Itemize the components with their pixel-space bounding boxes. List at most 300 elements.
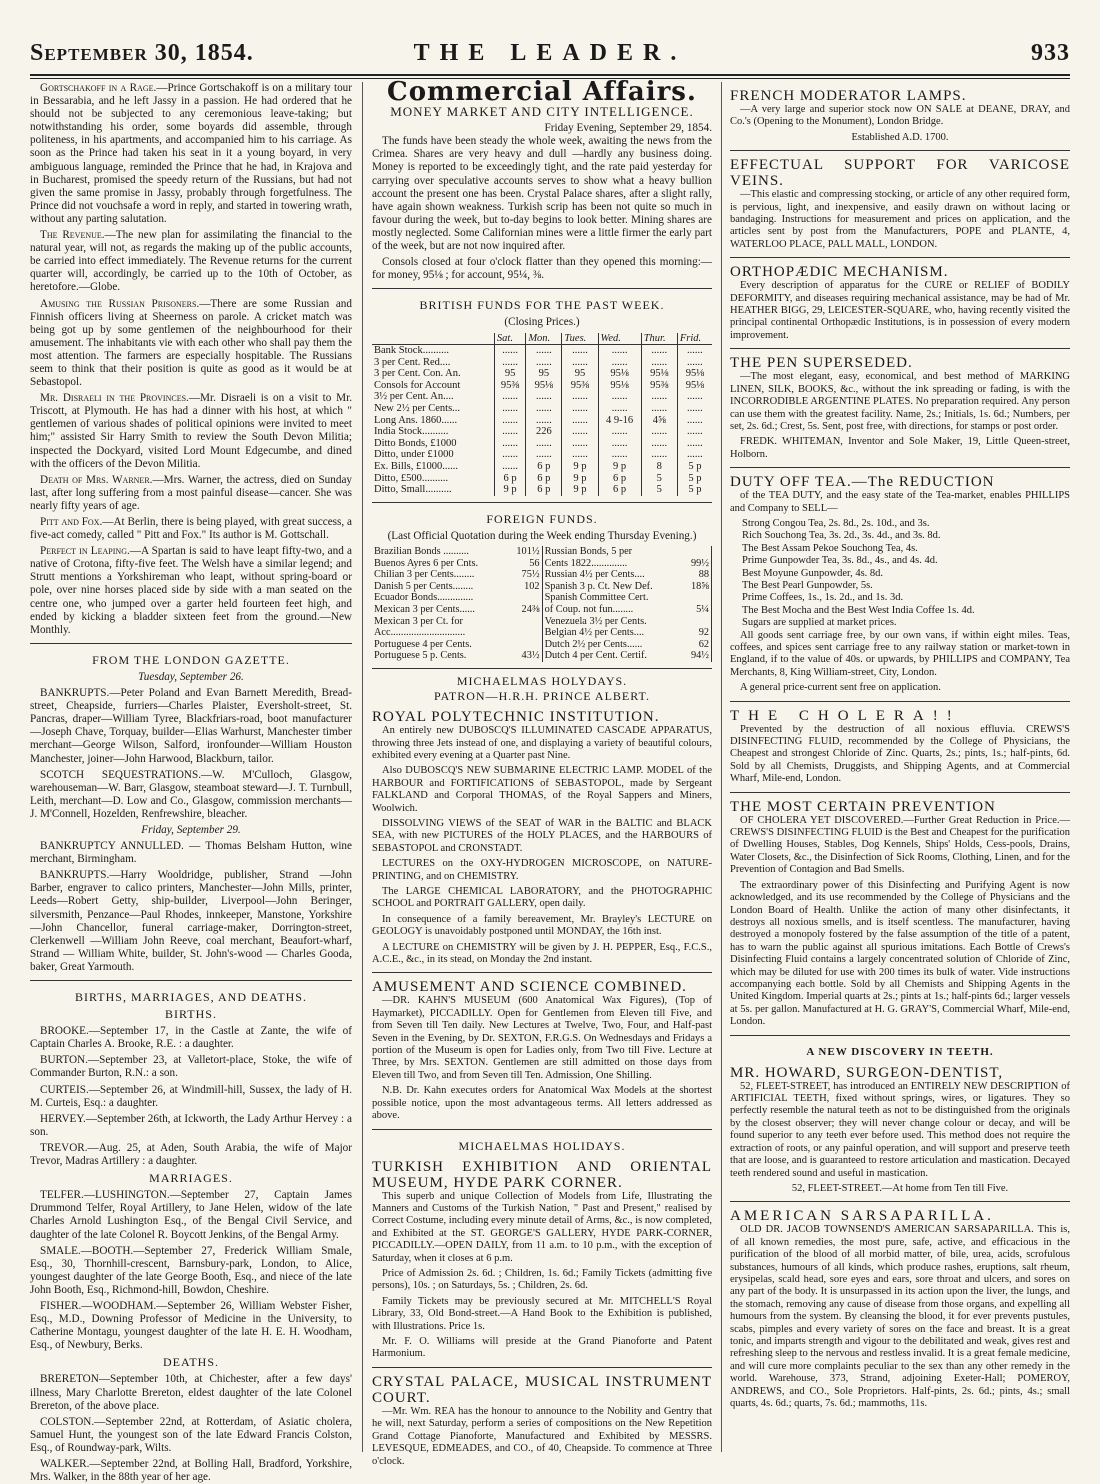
table-row: [372, 368, 712, 380]
news-item-lead: Mr. Disraeli in the Provinces.: [40, 392, 189, 405]
newspaper-title: THE LEADER.: [413, 40, 687, 66]
table-cell: 3 per Cent. Red....: [374, 356, 451, 368]
turkish-exhibition-paragraph: Price of Admission 2s. 6d. ; Children, 1s. 6d.; Family Tickets (admitting five persons), 10s. ; on Saturdays, 5s. ; Children, 2s. 6d.: [372, 1268, 712, 1292]
table-cell: ......: [677, 403, 712, 415]
table-cell: New 2½ per Cents...: [374, 403, 461, 415]
table-cell: ......: [598, 403, 641, 415]
table-cell: 3 per Cent. Con. An.: [374, 368, 461, 380]
birth-notice: CURTEIS.—September 26, at Windmill-hill, Sussex, the lady of H. M. Curteis, Esq.: a daughter.: [30, 1083, 352, 1109]
table-cell: 18⅝: [683, 581, 711, 593]
gazette-entry: BANKRUPTS.—Peter Poland and Evan Barnett Meredith, Bread-street, Cheapside, furriers—Charles Plaister, Eversholt-street, St. Pancras, draper—William Tyree, Blackfriars-road, boot manufacturer—Joseph Chave, Torquay, builder—Elias Warhurst, Manchester timber merchant—George Wilson, Salford, ironfounder—William Houston Manchester, joiner—John Harwood, Blackburn, tailor.: [30, 687, 352, 765]
table-row: [372, 604, 712, 616]
table-cell: 5 p: [677, 484, 712, 496]
table-cell: 9 p: [598, 461, 641, 473]
table-cell: ......: [641, 426, 677, 438]
turkish-exhibition-paragraph: This superb and unique Collection of Models from Life, Illustrating the Manners and Customs of the Turkish Nation, " Past and Present," realised by Correct Costume, including every minute detail of Arms, &c., is now completed, and Exhibited at the ST. GEORGE'S GALLERY, HYDE PARK-CORNER, PICCADILLY.—OPEN DAILY, from 11 a.m. to 10 p.m., with the exception of Saturday, when it closes at 6 p.m.: [372, 1190, 712, 1264]
table-cell: ......: [562, 415, 598, 427]
table-cell: India Stock..........: [374, 426, 449, 438]
table-cell: [683, 592, 711, 604]
table-cell: ......: [526, 391, 562, 403]
section-rule: [372, 972, 712, 973]
table-cell: Venezuela 3½ per Cents.: [544, 615, 647, 627]
table-cell: 6 p: [598, 473, 641, 485]
table-cell: Dutch 2½ per Cents......: [544, 638, 643, 650]
marriage-notice: SMALE.—BOOTH.—September 27, Frederick William Smale, Esq., 30, Thornhill-crescent, Barnsbury-park, London, to Alice, youngest daughter of the late George Booth, Esq., and niece of the late John Booth, Esq., Richmond-hill, Bowdon, Cheshire.: [30, 1244, 352, 1296]
table-row: [372, 558, 712, 570]
funds-column-header: Tues.: [562, 333, 598, 345]
section-rule: [372, 288, 712, 289]
table-cell: 9 p: [562, 484, 598, 496]
section-rule: [730, 257, 1070, 258]
british-funds-table: [372, 333, 712, 496]
news-item: [30, 474, 352, 513]
death-notice: BRERETON—September 10th, at Chichester, after a few days' illness, Mary Charlotte Brereton, eldest daughter of the late Colonel Brereton, of the above place.: [30, 1373, 352, 1412]
table-row: [372, 650, 712, 662]
table-cell: 56: [507, 558, 542, 570]
tea-price-current: A general price-current sent free on application.: [740, 682, 941, 694]
table-cell: 43½: [507, 650, 542, 662]
crystal-palace-text: —Mr. Wm. REA has the honour to announce to the Nobility and Gentry that he will, next Saturday, perform a series of compositions on the New Repetition Grand Cottage Pianoforte, Manufactured and Exhibited by MESSRS. LEVESQUE, EDMEADES, and CO., of 40, Cheapside. To commence at Three o'clock.: [372, 1405, 712, 1467]
section-rule: [730, 467, 1070, 468]
table-cell: Spanish Committee Cert.: [544, 592, 649, 604]
section-rule: [730, 1201, 1070, 1202]
table-cell: ......: [677, 345, 712, 357]
tea-price-item: Best Moyune Gunpowder, 4s. 8d.: [742, 567, 884, 579]
table-cell: 4⅝: [641, 415, 677, 427]
crystal-palace-heading: CRYSTAL PALACE, MUSICAL INSTRUMENT COURT.: [372, 1373, 712, 1406]
issue-date: September 30, 1854.: [30, 40, 254, 66]
news-item: [30, 392, 352, 471]
news-item-lead: Perfect in Leaping.: [40, 545, 130, 558]
prevention-body: [730, 815, 1070, 1029]
pen-heading: THE PEN SUPERSEDED.: [730, 355, 913, 372]
bmd-heading: BIRTHS, MARRIAGES, AND DEATHS.: [75, 990, 307, 1004]
table-cell: 99½: [683, 558, 711, 570]
table-cell: ......: [526, 415, 562, 427]
table-cell: 5¼: [683, 604, 711, 616]
news-item: [30, 229, 352, 294]
michaelmas-heading: MICHAELMAS HOLYDAYS.: [456, 673, 628, 688]
table-cell: 3½ per Cent. An....: [374, 391, 454, 403]
dentist-heading: MR. HOWARD, SURGEON-DENTIST,: [730, 1064, 1004, 1081]
varicose-text: —This elastic and compressing stocking, or article of any other required form, is pervious, light, and inexpensive, and easily drawn on without lacing or bandaging. Instructions for measurement and prices on application, and the articles sent by post from the Manufacturers, POPE and PLANTE, 4, WATERLOO PLACE, PALL MALL, LONDON.: [730, 189, 1070, 250]
table-cell: ......: [641, 438, 677, 450]
table-cell: Ecuador Bonds..............: [374, 592, 474, 604]
table-cell: Mexican 3 per Cents......: [374, 603, 475, 615]
table-cell: ......: [562, 449, 598, 461]
news-item-text: —A Spartan is said to have leapt fifty-two, and a native of Crotona, fifty-five feet. The Welsh have a similar legend; and Strutt mentions a Yorkshireman who leapt, without spring-board or pole, over nine horses placed side by side with a man seated on the centre one, who jumped over a garter held fourteen feet high, and ended by kicking a bladder sixteen feet from the ground.—New Monthly.: [30, 545, 352, 636]
table-cell: Cents 1822..............: [544, 557, 628, 569]
table-cell: ......: [494, 449, 525, 461]
table-cell: [683, 616, 711, 628]
gazette-list: [30, 687, 352, 821]
kahn-museum-text: —DR. KAHN'S MUSEUM (600 Anatomical Wax Figures), (Top of Haymarket), PICCADILLY. Open for Gentlemen from Eleven till Five, and from Seven till Ten daily. New Lectures at Twelve, Two, Four, and Half-past Seven in the Evening, by Dr. SEXTON, F.R.G.S. On Wednesdays and Fridays a portion of the Museum is open for Ladies only, from Two till Five. Lecture at Three, by Mrs. SEXTON. Gentlemen are still admitted on those days from Eleven till Two, and from Seven till Ten. Admission, One Shilling.: [372, 995, 712, 1081]
foreign-funds-heading: FOREIGN FUNDS.: [486, 511, 598, 526]
table-cell: [507, 616, 542, 628]
table-cell: ......: [494, 391, 525, 403]
table-row: [372, 345, 712, 357]
news-item-lead: Amusing the Russian Prisoners.: [40, 297, 200, 310]
news-item: [30, 298, 352, 390]
prevention-heading: THE MOST CERTAIN PREVENTION: [730, 798, 996, 815]
table-cell: 9 p: [562, 461, 598, 473]
table-cell: ......: [641, 449, 677, 461]
money-market-paragraph: Consols closed at four o'clock flatter than they opened this morning:—for money, 95⅛ ; for account, 95¼, ⅜.: [372, 256, 712, 282]
turkish-exhibition-paragraph: Mr. F. O. Williams will preside at the Grand Pianoforte and Patent Harmonium.: [372, 1336, 712, 1360]
table-cell: ......: [562, 391, 598, 403]
table-row: [372, 581, 712, 593]
table-cell: Dutch 4 per Cent. Certif.: [544, 650, 647, 662]
british-funds-subheading: (Closing Prices.): [504, 316, 580, 329]
news-item: [30, 545, 352, 637]
section-rule: [30, 643, 352, 644]
column-right: [730, 82, 1070, 1452]
tea-price-item: Strong Congou Tea, 2s. 8d., 2s. 10d., and 3s.: [742, 517, 930, 529]
table-cell: Brazilian Bonds ..........: [374, 546, 469, 557]
section-rule: [30, 980, 352, 981]
table-row: [372, 403, 712, 415]
news-item-text: —At Berlin, there is being played, with great success, a five-act comedy, called " Pitt and Fox." Its author is M. Gottschall.: [30, 516, 352, 542]
table-row: [372, 473, 712, 485]
table-cell: ......: [494, 403, 525, 415]
turkish-exhibition-heading: TURKISH EXHIBITION AND ORIENTAL MUSEUM, HYDE PARK CORNER.: [372, 1158, 712, 1191]
section-rule: [372, 502, 712, 503]
table-cell: ......: [494, 438, 525, 450]
table-cell: 95⅛: [641, 368, 677, 380]
polytechnic-paragraph: An entirely new DUBOSCQ'S ILLUMINATED CASCADE APPARATUS, throwing three Jets instead of one, and displaying a variety of beautiful colours, exhibited every evening at a Quarter past Nine.: [372, 725, 712, 761]
news-item: [30, 516, 352, 542]
table-cell: 6 p: [526, 484, 562, 496]
kahn-museum-note: N.B. Dr. Kahn executes orders for Anatomical Wax Models at the shortest possible notice, upon the most advantageous terms. All letters addressed as above.: [372, 1085, 712, 1122]
table-row: [372, 569, 712, 581]
table-cell: Ditto, £500..........: [374, 472, 449, 484]
table-cell: 24⅜: [507, 604, 542, 616]
table-cell: ......: [562, 403, 598, 415]
funds-column-header: Wed.: [598, 333, 641, 345]
cholera-text: Prevented by the destruction of all noxious effluvia. CREWS'S DISINFECTING FLUID, recommended by the College of Physicians, the Cheapest and strongest Chloride of Zinc. Quarts, 2s.; pints, 1s.; half-pints, 6d. Sold by all Chemists, Druggists, and Shipping Agents, and at Commercial Wharf, Mile-end, London.: [730, 723, 1070, 785]
funds-column-header: Frid.: [677, 333, 712, 345]
table-cell: ......: [562, 357, 598, 369]
pen-signature: FREDK. WHITEMAN, Inventor and Sole Maker, 19, Little Queen-street, Holborn.: [730, 436, 1070, 460]
prevention-ad: [730, 799, 1070, 1029]
section-rule: [730, 150, 1070, 151]
tea-footer: All goods sent carriage free, by our own vans, if within eight miles. Teas, coffees, and spices sent carriage free to any railway station or market-town in England, if to the value of 40s. or upwards, by PHILLIPS and COMPANY, Tea Merchants, 8, King William-street, City, London.: [730, 629, 1070, 678]
gazette-entry: BANKRUPTS.—Harry Wooldridge, publisher, Strand —John Barber, engraver to calico printers, Manchester—John Mills, printer, Leeds—Robert Getty, ship-builder, Liverpool—John Beringer, silversmith, Penzance—Paul Rhodes, innkeeper, Manstone, Yorkshire—John Chancellor, funeral carriage-maker, Dorrington-street, Clerkenwell —William John Reeve, coal merchant, Beaufort-wharf, Strand — William White, builder, St. John's-wood — Charles Gooda, baker, Great Yarmouth.: [30, 869, 352, 973]
polytechnic-paragraph: In consequence of a family bereavement, Mr. Brayley's LECTURE on GEOLOGY is unavoidably postponed until MONDAY, the 16th inst.: [372, 913, 712, 938]
section-rule: [372, 1129, 712, 1130]
table-cell: [507, 639, 542, 651]
polytechnic-paragraph: A LECTURE on CHEMISTRY will be given by J. H. PEPPER, Esq., F.C.S., A.C.E., &c., in its stead, on Monday the 2nd instant.: [372, 941, 712, 966]
funds-column-header: Sat.: [494, 333, 525, 345]
table-cell: Danish 5 per Cents........: [374, 580, 474, 592]
news-item: [30, 82, 352, 226]
tea-price-item: Prime Coffees, 1s., 1s. 2d., and 1s. 3d.: [742, 592, 904, 604]
table-row: [372, 426, 712, 438]
birth-notice: HERVEY.—September 26th, at Ickworth, the Lady Arthur Hervey : a son.: [30, 1112, 352, 1138]
birth-notice: BURTON.—September 23, at Valletort-place, Stoke, the wife of Commander Burton, R.N.: a son.: [30, 1054, 352, 1080]
table-cell: Buenos Ayres 6 per Cnts.: [374, 557, 479, 569]
marriages-heading: MARRIAGES.: [149, 1171, 233, 1186]
table-cell: ......: [526, 357, 562, 369]
british-funds-heading: BRITISH FUNDS FOR THE PAST WEEK.: [419, 298, 665, 313]
news-item-lead: The Revenue.: [40, 229, 105, 242]
deaths-list: [30, 1373, 352, 1484]
cholera-heading: THE CHOLERA!!: [730, 707, 961, 724]
tea-price-item: The Best Mocha and the Best West India Coffee 1s. 4d.: [742, 604, 975, 616]
table-cell: Ditto, Small..........: [374, 484, 452, 496]
section-rule: [730, 348, 1070, 349]
table-cell: 102: [507, 581, 542, 593]
varicose-ad: [730, 157, 1070, 251]
news-items: [30, 82, 352, 637]
table-cell: 94½: [683, 650, 711, 662]
polytechnic-paragraph: Also DUBOSCQ'S NEW SUBMARINE ELECTRIC LAMP. MODEL of the HARBOUR and FORTIFICATIONS of SEBASTOPOL, made by Sergeant FALKLAND and Corporal THOMAS, of the Royal Sappers and Miners, Woolwich.: [372, 765, 712, 814]
table-cell: ......: [677, 415, 712, 427]
table-cell: ......: [598, 391, 641, 403]
table-cell: 95⅛: [677, 368, 712, 380]
michaelmas-heading: MICHAELMAS HOLIDAYS.: [458, 1138, 626, 1153]
orthopaedic-ad: [730, 264, 1070, 342]
section-rule: [372, 1367, 712, 1368]
orthopaedic-heading: ORTHOPÆDIC MECHANISM.: [730, 264, 949, 281]
table-cell: 95: [562, 368, 598, 380]
news-item-lead: Gortschakoff in a Rage.: [40, 82, 157, 94]
foreign-funds-subheading: (Last Official Quotation during the Week ending Thursday Evening.): [387, 529, 697, 542]
table-cell: 226: [526, 426, 562, 438]
table-cell: ......: [562, 345, 598, 357]
news-item-lead: Death of Mrs. Warner.: [40, 473, 153, 486]
table-cell: 4 9-16: [598, 415, 641, 427]
turkish-exhibition-paragraph: Family Tickets may be previously secured at Mr. MITCHELL'S Royal Library, 33, Old Bond-street.—A Hand Book to the Exhibition is published, with Illustrations. Price 1s.: [372, 1295, 712, 1332]
table-cell: ......: [677, 391, 712, 403]
table-cell: Chilian 3 per Cents........: [374, 569, 475, 581]
money-market-date: Friday Evening, September 29, 1854.: [544, 122, 712, 135]
table-cell: 9 p: [562, 473, 598, 485]
page-number: 933: [1031, 40, 1070, 66]
table-cell: Consols for Account: [374, 379, 461, 391]
table-cell: ......: [677, 449, 712, 461]
table-row: [372, 616, 712, 628]
table-cell: ......: [526, 403, 562, 415]
table-cell: 95: [494, 368, 525, 380]
table-row: [372, 546, 712, 558]
table-cell: 62: [683, 639, 711, 651]
dentist-text: 52, FLEET-STREET, has introduced an ENTIRELY NEW DESCRIPTION of ARTIFICIAL TEETH, fixed without springs, wires, or ligatures. They so perfectly resemble the natural teeth as not to be distinguished from the originals by the closest observer; they will never change colour or decay, and will be found superior to any teeth ever before used. This method does not require the extraction of roots, or any painful operation, and will support and preserve teeth that are loose, and is guaranteed to restore articulation and mastication. Decayed teeth rendered sound and useful in mastication.: [730, 1080, 1070, 1179]
polytechnic-paragraph: The LARGE CHEMICAL LABORATORY, and the PHOTOGRAPHIC SCHOOL and PORTRAIT GALLERY, open daily.: [372, 886, 712, 910]
column-left: [30, 82, 353, 1484]
gazette-heading: FROM THE LONDON GAZETTE.: [92, 652, 290, 667]
tea-price-item: Prime Gunpowder Tea, 3s. 8d., 4s., and 4s. 4d.: [742, 555, 938, 567]
table-cell: 95⅜: [562, 380, 598, 392]
table-cell: 5: [641, 484, 677, 496]
table-cell: ......: [562, 426, 598, 438]
gazette-entry: BANKRUPTCY ANNULLED. — Thomas Belsham Hutton, wine merchant, Birmingham.: [30, 840, 352, 866]
funds-column-header: Thur.: [641, 333, 677, 345]
foreign-funds-table: [372, 546, 712, 662]
tea-price-item: The Best Assam Pekoe Souchong Tea, 4s.: [742, 542, 918, 554]
gazette-date: Tuesday, September 26.: [138, 670, 244, 683]
table-cell: Belgian 4½ per Cents....: [544, 627, 645, 639]
table-row: [372, 380, 712, 392]
births-heading: BIRTHS.: [165, 1007, 217, 1022]
death-notice: WALKER.—September 22nd, at Bolling Hall, Bradford, Yorkshire, Mrs. Walker, in the 88th year of her age.: [30, 1458, 352, 1484]
table-cell: ......: [494, 357, 525, 369]
table-cell: [683, 546, 711, 558]
tea-price-item: Sugars are supplied at market prices.: [742, 617, 897, 629]
lamps-text: —A very large and superior stock now ON SALE at DEANE, DRAY, and Co.'s (Opening to the Monument), London Bridge.: [730, 104, 1070, 128]
table-cell: Portuguese 4 per Cents.: [374, 638, 472, 650]
table-cell: ......: [641, 403, 677, 415]
births-list: [30, 1025, 352, 1168]
tea-heading: DUTY OFF TEA.—The REDUCTION: [730, 474, 995, 491]
table-cell: ......: [494, 461, 525, 473]
news-item-text: —Mr. Disraeli is on a visit to Mr. Triscott, at Plymouth. He has had a dinner with his host, at which " gentlemen of various shades of political opinions were invited to meet him;" assisted Sir Harry Smith to review the South Devon Militia; inspected the Dockyard, visited Lord Mount Edgecumbe, and dined with the officers of the Devon Militia.: [30, 392, 352, 470]
section-rule: [730, 792, 1070, 793]
pen-text: —The most elegant, easy, economical, and best method of MARKING LINEN, SILK, BOOKS, &c., without the ink spreading or fading, is with the INCORRODIBLE ARGENTINE PLATES. No preparation required. Any person can use them with the greatest facility. Name, 2s.; Initials, 1s. 6d.; Numbers, per set, 2s. 6d.; Crest, 5s. Sent, post free, with directions, for stamps or post order.: [730, 371, 1070, 432]
table-cell: Ditto Bonds, £1000: [374, 437, 457, 449]
news-item-text: —Mrs. Warner, the actress, died on Sunday last, after long suffering from a most painful disease—cancer. She was nearly fifty years of age.: [30, 473, 353, 512]
table-cell: 75½: [507, 569, 542, 581]
prevention-paragraph: The extraordinary power of this Disinfecting and Purifying Agent is now acknowledged, and its use recommended by the College of Physicians and the London Board of Health. Unlike the action of many other disinfectants, it destroys all noxious smells, and is itself scentless. The manufacturer, having destroyed a monopoly fostered by the false assumption of the title of a patent, has to warn the public against all spurious imitations. Each Bottle of Crews's Disinfecting Fluid contains a largely concentrated solution of Chloride of Zinc, which may be diluted for use with 200 times its bulk of water. Vide instructions accompanying each bottle. Sold by all Chemists and Shipping Agents in the United Kingdom. Imperial quarts at 2s.; pints at 1s.; half-pints 6d.; larger vessels at 5s. per gallon. Manufactured at H. G. GRAY'S, Commercial Wharf, Mile-end, London.: [730, 879, 1070, 1028]
section-rule: [730, 701, 1070, 702]
table-cell: ......: [494, 345, 525, 357]
table-cell: ......: [526, 345, 562, 357]
turkish-exhibition-ad: [372, 1159, 712, 1361]
lamps-heading: FRENCH MODERATOR LAMPS.: [730, 88, 967, 104]
death-notice: COLSTON.—September 22nd, at Rotterdam, of Asiatic cholera, Samuel Hunt, the youngest son of the late Edward Francis Colston, Esq., of Roundway-park, Wilts.: [30, 1415, 352, 1454]
table-cell: ......: [526, 438, 562, 450]
polytechnic-heading: ROYAL POLYTECHNIC INSTITUTION.: [372, 709, 660, 726]
funds-column-header: Mon.: [526, 333, 562, 345]
prevention-paragraph: OF CHOLERA YET DISCOVERED.—Further Great Reduction in Price.—CREWS'S DISINFECTING FLUID is the Best and Cheapest for the purification of Dwelling Houses, Stables, Dog Kennels, Ships' Holds, Cess-pools, Drains, Water Closets, &c., the Disinfection of Sick Rooms, Clothing, Linen, and for the Prevention of Contagion and Bad Smells.: [730, 814, 1070, 876]
tea-price-list: [730, 518, 1070, 630]
tea-text: of the TEA DUTY, and the easy state of the Tea-market, enables PHILLIPS and Company to SELL—: [730, 490, 1070, 514]
lamps-established: Established A.D. 1700.: [851, 131, 949, 143]
polytechnic-ad: [372, 709, 712, 966]
table-row: [372, 592, 712, 604]
table-cell: 8: [641, 461, 677, 473]
table-cell: 5 p: [677, 473, 712, 485]
marriage-notice: TELFER.—LUSHINGTON.—September 27, Captain James Drummond Telfer, Royal Artillery, to Jane Helen, widow of the late Charles Arnold Lushington Esq., of the Bengal Civil Service, and daughter of the late Colonel R. Boycott Jenkins, of the Bengal Army.: [30, 1189, 352, 1241]
table-cell: 6 p: [526, 461, 562, 473]
polytechnic-paragraph: LECTURES on the OXY-HYDROGEN MICROSCOPE, on NATURE-PRINTING, and on CHEMISTRY.: [372, 858, 712, 882]
deaths-heading: DEATHS.: [162, 1355, 219, 1370]
dentist-address: 52, FLEET-STREET.—At home from Ten till Five.: [791, 1182, 1009, 1194]
table-cell: ......: [641, 357, 677, 369]
table-cell: Russian 4½ per Cents....: [544, 569, 645, 581]
gazette-entry: SCOTCH SEQUESTRATIONS.—W. M'Culloch, Glasgow, warehouseman—W. Barr, Glasgow, steamboat steward—J. T. Turnbull, Leith, merchant—D. Low and Co., Glasgow, commission merchants—J. M'Connell, Hozelden, Renfrewshire, bleacher.: [30, 768, 352, 820]
table-cell: 6 p: [598, 484, 641, 496]
section-rule: [730, 1035, 1070, 1036]
masthead-rule: [30, 74, 1070, 76]
table-row: [372, 357, 712, 369]
money-market-paragraph: The funds have been steady the whole week, awaiting the news from the Crimea. Shares are very heavy and dull —hardly any business doing. Money is reported to be exceedingly tight, and the rate paid yesterday for carrying over speculative accounts serves to show what a heavy bullion account the present one has been. Crystal Palace shares, after a slight rally, have again shown weakness. Turkish scrip has been not quite so much in favour during the week, but to-day begins to look better. Mining shares are mostly neglected. Some Californian mines were a little firmer the early part of the week, but are not now inquired after.: [372, 135, 712, 253]
sarsaparilla-text: OLD DR. JACOB TOWNSEND'S AMERICAN SARSAPARILLA. This is, of all known remedies, the most pure, safe, active, and efficacious in the purification of the blood of all morbid matter, of bile, urea, acids, scrofulous substances, humours of all kinds, which produce rashes, eruptions, salt rheum, erysipelas, scald head, sore eyes and ears, sore throat and ulcers, and sores on any part of the body. It is unsurpassed in its action upon the liver, the lungs, and the stomach, removing any cause of disease from those organs, and expelling all humours from the system. By cleansing the blood, it for ever prevents pustules, scabs, pimples and every variety of sores on the face and breast. It is a great tonic, and imparts strength and vigour to the debilitated and weak, gives rest and refreshing sleep to the nervous and restless invalid. It is a great female medicine, and will cure more complaints peculiar to the sex than any other remedy in the world. Warehouse, 373, Strand, adjoining Exeter-Hall; POMEROY, ANDREWS, and CO., Sole Proprietors. Half-pints, 2s. 6d.; pints, 4s.; small quarts, 4s. 6d.; quarts, 7s. 6d.; mammoths, 11s.: [730, 1224, 1070, 1409]
table-cell: [507, 627, 542, 639]
marriages-list: [30, 1189, 352, 1352]
news-item-lead: Pitt and Fox.: [40, 516, 103, 528]
table-cell: ......: [641, 345, 677, 357]
section-title: Commercial Affairs.: [387, 77, 697, 107]
table-cell: ......: [494, 426, 525, 438]
crystal-palace-ad: [372, 1374, 712, 1468]
table-cell: ......: [641, 391, 677, 403]
table-cell: ......: [598, 357, 641, 369]
gazette-list: [30, 840, 352, 974]
kahn-museum-heading: AMUSEMENT AND SCIENCE COMBINED.: [372, 979, 687, 996]
column-divider: [721, 82, 722, 1452]
table-cell: 95: [526, 368, 562, 380]
table-cell: ......: [677, 426, 712, 438]
cholera-ad: [730, 708, 1070, 786]
table-cell: ......: [677, 438, 712, 450]
section-rule: [372, 668, 712, 669]
table-cell: 92: [683, 627, 711, 639]
table-cell: Bank Stock..........: [374, 345, 449, 357]
table-cell: Mexican 3 per Ct. for: [374, 615, 463, 627]
funds-column-header: [372, 333, 494, 345]
table-row: [372, 627, 712, 639]
table-cell: 95⅛: [677, 380, 712, 392]
tea-price-item: The Best Pearl Gunpowder, 5s.: [742, 579, 873, 591]
birth-notice: TREVOR.—Aug. 25, at Aden, South Arabia, the wife of Major Trevor, Madras Artillery : a daughter.: [30, 1141, 352, 1168]
patron-line: PATRON—H.R.H. PRINCE ALBERT.: [434, 689, 650, 704]
table-cell: 95⅛: [526, 380, 562, 392]
table-row: [372, 391, 712, 403]
table-row: [372, 415, 712, 427]
masthead: [30, 40, 1070, 74]
column-divider: [362, 82, 363, 1452]
table-cell: 9 p: [494, 484, 525, 496]
sarsaparilla-heading: AMERICAN SARSAPARILLA.: [730, 1208, 994, 1225]
sarsaparilla-ad: [730, 1208, 1070, 1410]
table-cell: ......: [677, 357, 712, 369]
table-cell: ......: [562, 438, 598, 450]
table-cell: Spanish 3 p. Ct. New Def.: [544, 580, 653, 592]
news-item-text: —Prince Gortschakoff is on a military tour in Bessarabia, and he left Jassy in a passion. He had ordered that he should not be subjected to any ceremonious leave-taking; but notwithstanding his order, some boyards did assemble, through politeness, in his apartments, and accompanied him to his carriage. As soon as the Prince had taken his seat in it a young boyard, in very ambiguous language, reminded the Prince that he had, in Krajova and in Bucharest, promised the speedy return of the Russians, but had not given the same promise in Jassy, probably through forgetfulness. The Prince did not vouchsafe a word in reply, and started in towering wrath, without any parting salutation.: [30, 82, 352, 225]
turkish-exhibition-body: [372, 1191, 712, 1361]
table-cell: 88: [683, 569, 711, 581]
tea-ad: [730, 474, 1070, 695]
gazette-date: Friday, September 29.: [141, 823, 241, 836]
kahn-museum-ad: [372, 979, 712, 1122]
table-cell: 95⅜: [641, 380, 677, 392]
table-cell: ......: [598, 449, 641, 461]
table-cell: 5: [641, 473, 677, 485]
table-cell: 95⅜: [494, 380, 525, 392]
table-cell: of Coup. not fun........: [544, 603, 634, 615]
pen-ad: [730, 355, 1070, 461]
dentist-ad: [730, 1065, 1070, 1196]
table-cell: ......: [494, 415, 525, 427]
lamps-ad: [730, 88, 1070, 144]
table-cell: 5 p: [677, 461, 712, 473]
table-cell: ......: [598, 426, 641, 438]
table-cell: Acc.............................: [374, 627, 466, 639]
table-cell: 6 p: [494, 473, 525, 485]
table-cell: [507, 592, 542, 604]
teeth-heading: A NEW DISCOVERY IN TEETH.: [806, 1045, 994, 1058]
table-cell: ......: [598, 345, 641, 357]
table-cell: Portuguese 5 p. Cents.: [374, 650, 467, 662]
table-row: [372, 639, 712, 651]
column-center: [372, 77, 712, 1467]
money-market-heading: MONEY MARKET AND CITY INTELLIGENCE.: [390, 104, 694, 120]
marriage-notice: FISHER.—WOODHAM.—September 26, William Webster Fisher, Esq., M.D., Downing Professor of Medicine in the University, to Catherine Montagu, youngest daughter of the late H. E. H. Woodham, Esq., of Newbury, Berks.: [30, 1299, 352, 1352]
table-row: [372, 461, 712, 473]
polytechnic-body: [372, 725, 712, 966]
table-cell: Russian Bonds, 5 per: [544, 546, 633, 557]
